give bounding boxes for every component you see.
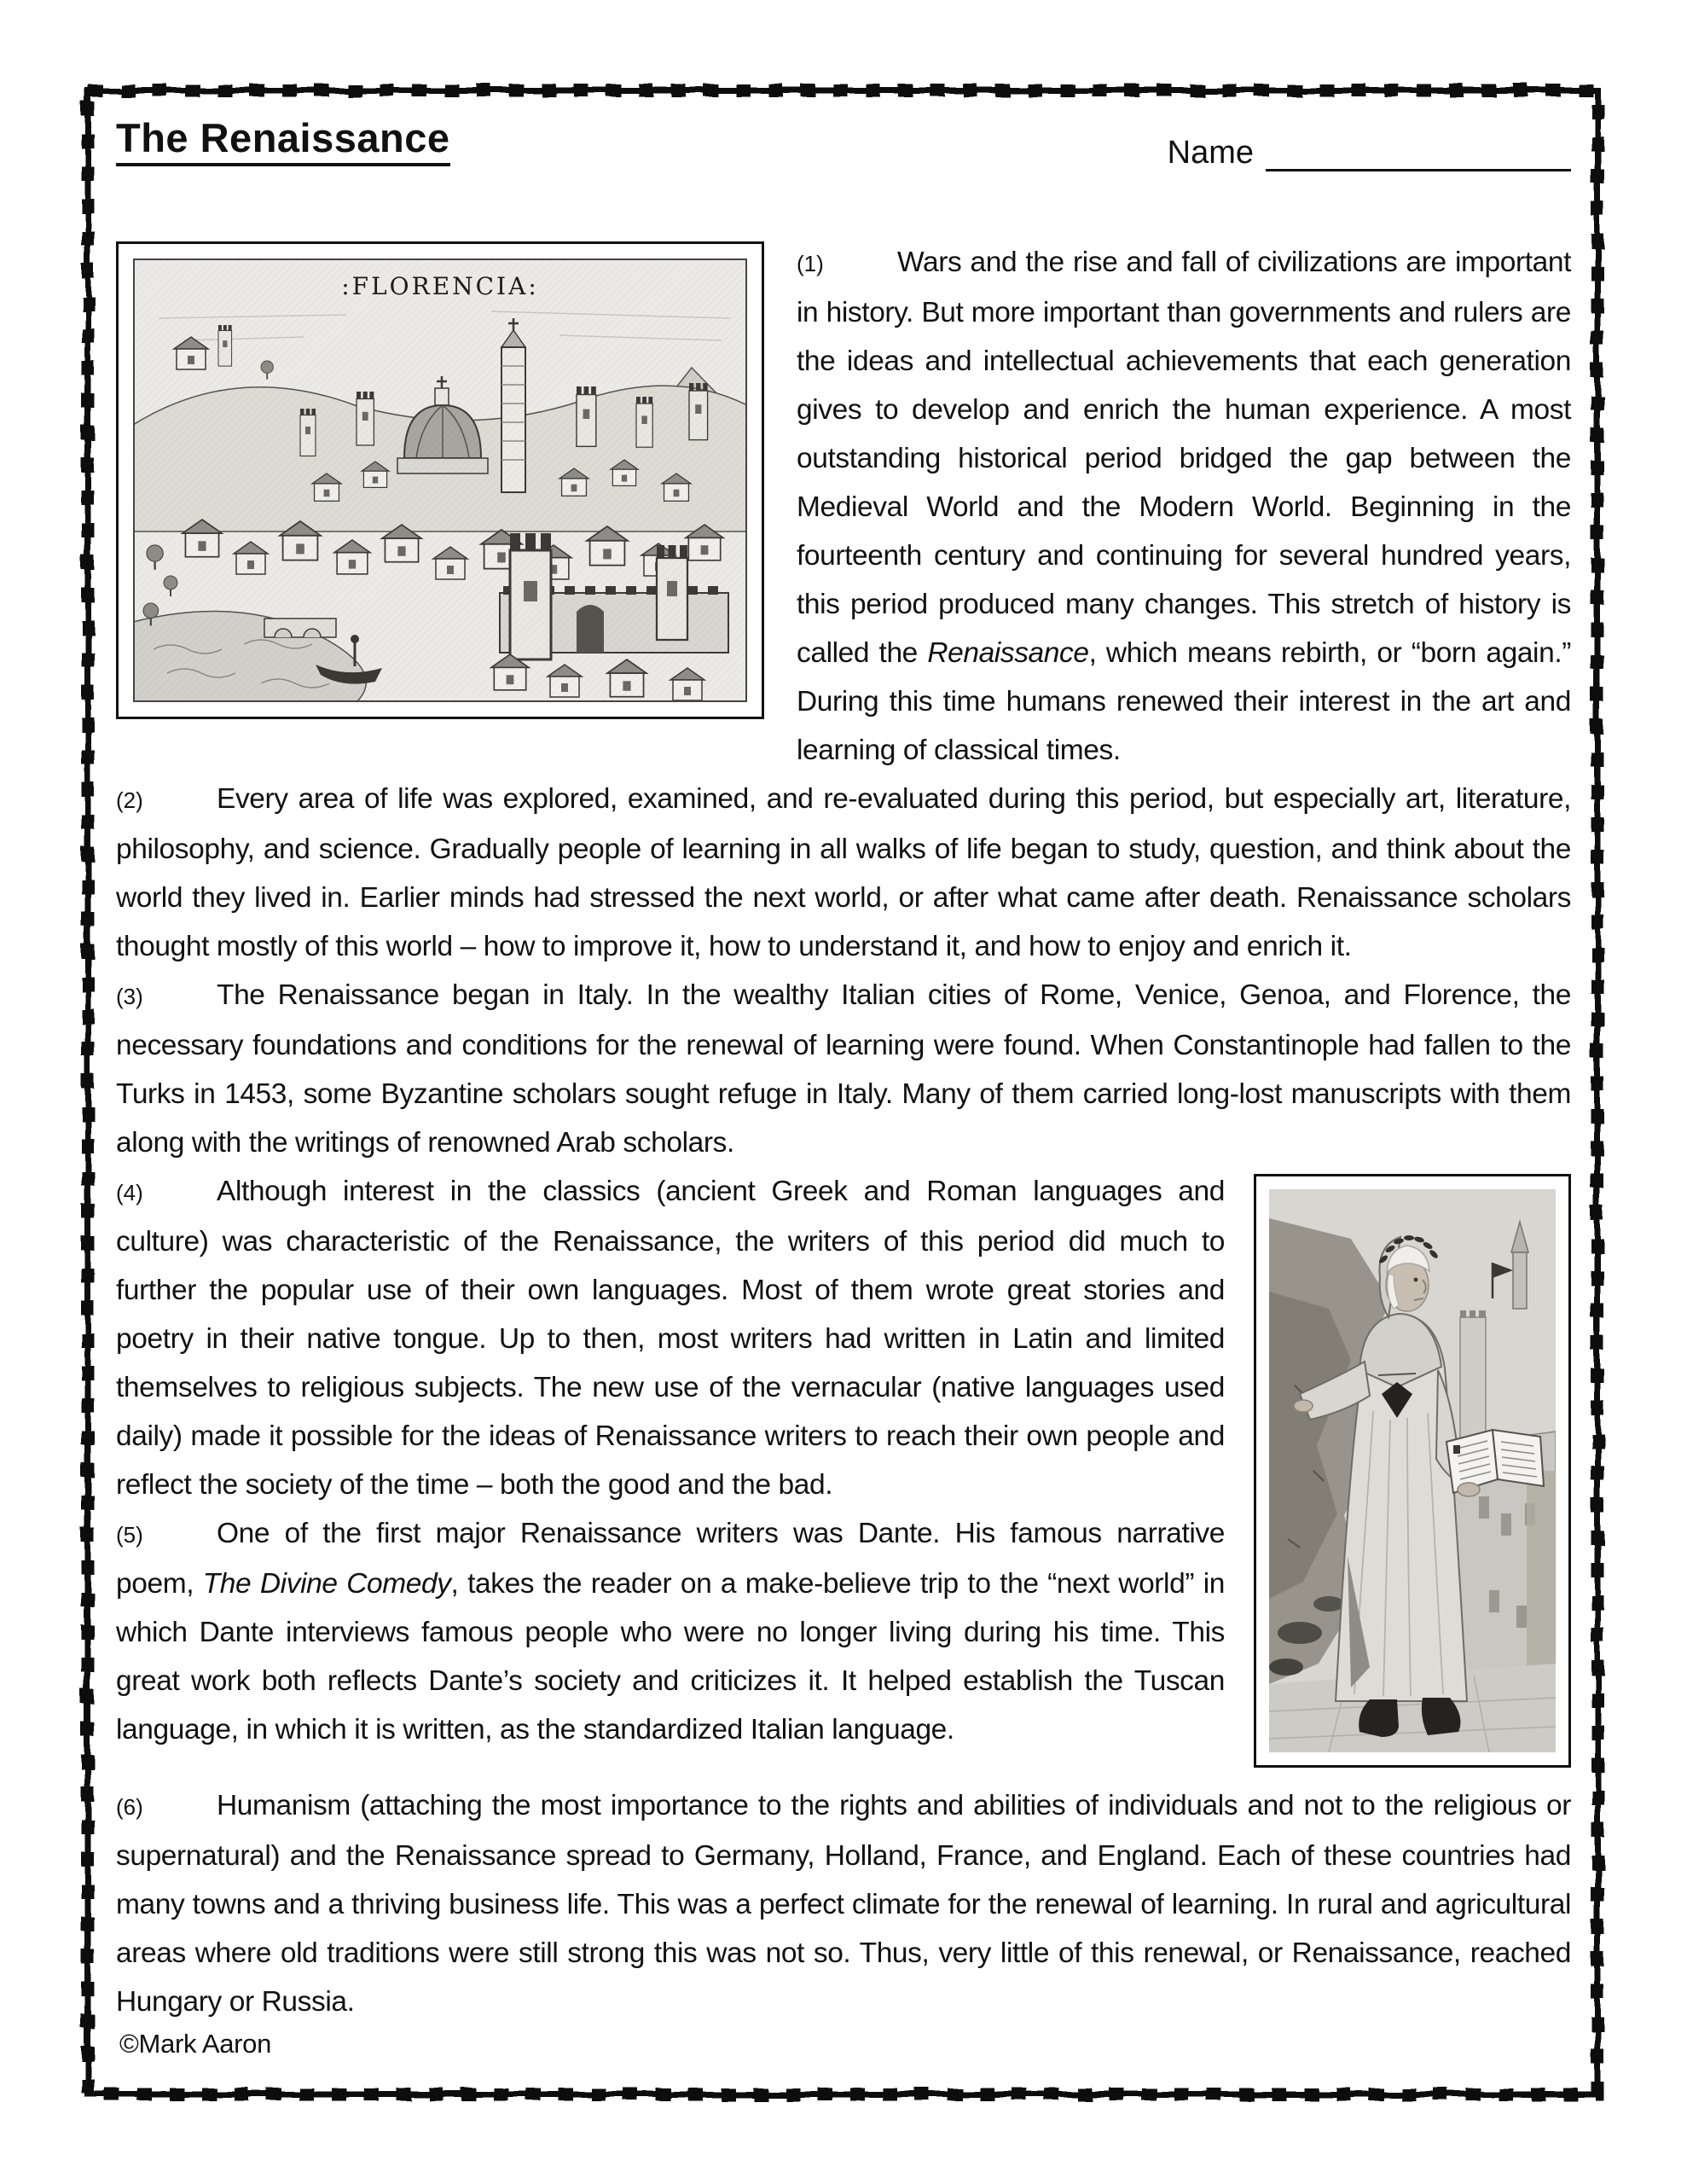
page-title: The Renaissance [116,116,450,166]
paragraph-text: Every area of life was explored, examined, and re-evaluated during this period, but especially art, literature, philosophy, and science. Gradually people of learning in all walks of life began to study, question, and think about the world they lived in. Earlier minds had stressed the next world, or after what came after death. Renaissance scholars thought mostly of this world – how to improve it, how to understand it, and how to enjoy and enrich it. [116,783,1571,962]
paragraph-number: (2) [116,787,143,813]
paragraph-text: Wars and the rise and fall of civilizations are important in history. But more important than governments and rulers are the ideas and intellectual achievements that each generation gives to develop and enrich the human experience. A most outstanding historical period bridged the gap between the Medieval World and the Modern World. Beginning in the fourteenth century and continuing for several hundred years, this period produced many changes. This stretch of history is called the [797,247,1571,669]
worksheet-page [116,116,1571,2026]
paragraph-text: Humanism (attaching the most importance to the rights and abilities of individuals and not to the religious or supernatural) and the Renaissance spread to Germany, Holland, France, and England. Each of these countries had many towns and a thriving business life. This was a perfect climate for the renewal of learning. In rural and agricultural areas where old traditions were still strong this was not so. Thus, very little of this renewal, or Renaissance, reached Hungary or Russia. [116,1790,1571,2018]
paragraph-text: The Renaissance began in Italy. In the wealthy Italian cities of Rome, Venice, Genoa, and Florence, the necessary foundations and conditions for the renewal of learning were found. When Constantinople had fallen to the Turks in 1453, some Byzantine scholars sought refuge in Italy. Many of them carried long-lost manuscripts with them along with the writings of renowned Arab scholars. [116,979,1571,1159]
paragraph-2 [116,775,1571,971]
dante-portrait-image [1269,1189,1556,1752]
paragraph-text: Although interest in the classics (ancient Greek and Roman languages and culture) was characteristic of the Renaissance, the writers of this period did much to further the popular use of their own languages. Most of them wrote great stories and poetry in their native tongue. Up to then, most writers had written in Latin and limited themselves to religious subjects. The new use of the vernacular (native languages used daily) made it possible for the ideas of Renaissance writers to reach their own people and reflect the society of the time – both the good and the bad. [116,1176,1225,1501]
paragraph-number: (1) [797,251,824,276]
name-label: Name [1167,135,1254,171]
italic-term: Renaissance [927,637,1089,669]
paragraph-3 [116,971,1571,1167]
paragraph-text: , which means rebirth, or “born again.” During this time humans renewed their interest in the art and learning of classical times. [797,637,1571,766]
paragraph-6 [116,1781,1571,2026]
name-field [1168,133,1571,171]
page-header [116,116,1571,171]
paragraph-4 [116,1167,1571,1509]
name-blank-line[interactable] [1266,133,1571,171]
dante-image-frame [1254,1174,1571,1768]
italic-term: The Divine Comedy [202,1568,451,1600]
paragraph-1 [116,238,1571,775]
florence-image-frame [116,241,764,719]
florence-woodcut-image [133,258,747,702]
paragraph-number: (4) [116,1180,143,1205]
paragraph-number: (6) [116,1794,143,1820]
footer-copyright: ©Mark Aaron [119,2029,272,2059]
reading-passage [116,238,1571,2026]
paragraph-text: , takes the reader on a make-believe trip to the “next world” in which Dante interviews famous people who were no longer living during his time. This great work both reflects Dante’s society and criticizes it. It helped establish the Tuscan language, in which it is written, as the standardized Italian language. [116,1568,1225,1745]
paragraph-text: One of the first major Renaissance writers was Dante. His famous narrative poem, [116,1518,1225,1600]
paragraph-number: (3) [116,984,143,1009]
paragraph-number: (5) [116,1522,143,1548]
